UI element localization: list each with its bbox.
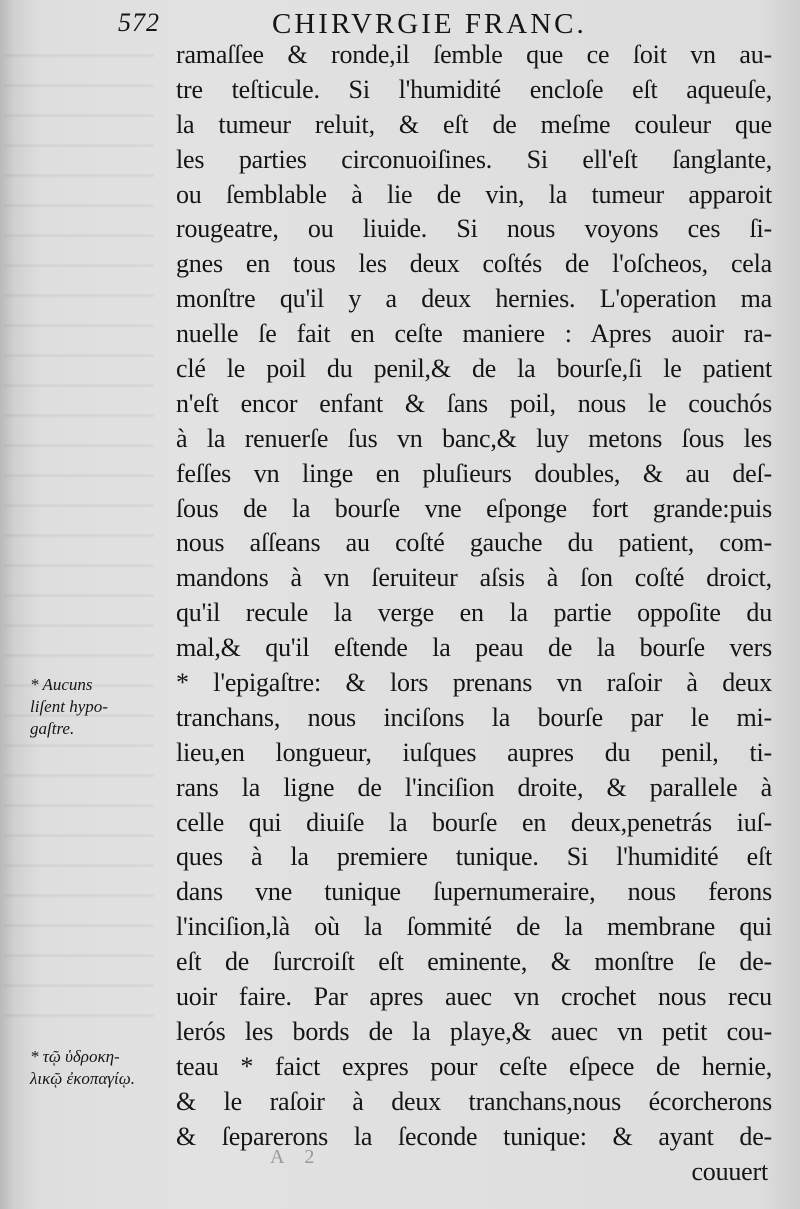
marginal-note-hypogastre — [30, 674, 170, 740]
text-line: dans vne tunique ſupernumeraire, nous ferons — [176, 877, 772, 907]
text-line: ques à la premiere tunique. Si l'humidité eſt — [176, 842, 772, 872]
text-line: monſtre qu'il y a deux hernies. L'operation ma — [176, 284, 772, 314]
text-line: n'eſt encor enfant & ſans poil, nous le couchós — [176, 388, 772, 418]
marginal-note-line: * Aucuns — [30, 675, 93, 694]
text-line: & le raſoir à deux tranchans,nous écorcherons — [176, 1086, 772, 1116]
body-text — [176, 38, 772, 1189]
text-line: mal,& qu'il eſtende la peau de la bourſe vers — [176, 633, 772, 663]
text-line: nuelle ſe fait en ceſte maniere : Apres auoir ra- — [176, 319, 772, 349]
text-line: qu'il recule la verge en la partie oppoſite du — [176, 598, 772, 628]
text-line: eſt de ſurcroiſt eſt eminente, & monſtre ſe de- — [176, 947, 772, 977]
text-line: celle qui diuiſe la bourſe en deux,penetrás iuſ- — [176, 807, 772, 837]
show-through-bleed — [4, 40, 154, 1040]
page-header — [0, 2, 800, 42]
text-line: lerós les bords de la playe,& auec vn petit cou- — [176, 1016, 772, 1046]
text-line: & ſeparerons la ſeconde tunique: & ayant de- — [176, 1121, 772, 1151]
catchword: couuert — [691, 1156, 768, 1186]
text-line: tre teſticule. Si l'humidité encloſe eſt aqueuſe, — [176, 74, 772, 104]
page-number: 572 — [118, 8, 160, 37]
text-line: les parties circonuoiſines. Si ell'eſt ſanglante, — [176, 144, 772, 174]
signature-mark: A 2 — [270, 1146, 323, 1168]
text-line: clé le poil du penil,& de la bourſe,ſi le patient — [176, 354, 772, 384]
text-line: lieu,en longueur, iuſques aupres du penil, ti- — [176, 737, 772, 767]
text-line: gnes en tous les deux coſtés de l'oſcheos, cela — [176, 249, 772, 279]
running-head: CHIRVRGIE FRANC. — [272, 8, 587, 40]
text-line: rougeatre, ou liuide. Si nous voyons ces ſi- — [176, 214, 772, 244]
marginal-note-line: * τῷ ὑδροκη- — [30, 1047, 120, 1066]
marginal-note-greek — [30, 1046, 170, 1090]
marginal-note-line: liſent hypo- — [30, 697, 108, 716]
text-line: rans la ligne de l'inciſion droite, & parallele à — [176, 772, 772, 802]
text-line: uoir faire. Par apres auec vn crochet nous recu — [176, 982, 772, 1012]
text-line: ſous de la bourſe vne eſponge fort grande:puis — [176, 493, 772, 523]
text-line: à la renuerſe ſus vn banc,& luy metons ſous les — [176, 423, 772, 453]
text-line: feſſes vn linge en pluſieurs doubles, & au deſ- — [176, 458, 772, 488]
text-line: mandons à vn ſeruiteur aſsis à ſon coſté droict, — [176, 563, 772, 593]
text-line: ou ſemblable à lie de vin, la tumeur apparoit — [176, 179, 772, 209]
text-line: l'inciſion,là où la ſommité de la membrane qui — [176, 912, 772, 942]
text-line: la tumeur reluit, & eſt de meſme couleur que — [176, 109, 772, 139]
text-line: tranchans, nous inciſons la bourſe par le mi- — [176, 702, 772, 732]
text-line: teau * faict expres pour ceſte eſpece de hernie, — [176, 1051, 772, 1081]
marginal-note-line: gaſtre. — [30, 719, 75, 738]
text-line: nous aſſeans au coſté gauche du patient, com- — [176, 528, 772, 558]
text-line: * l'epigaſtre: & lors prenans vn raſoir à deux — [176, 668, 772, 698]
marginal-note-line: λικῷ ἐκοπαγίῳ. — [30, 1069, 135, 1088]
text-line: ramaſſee & ronde,il ſemble que ce ſoit vn au- — [176, 40, 772, 69]
